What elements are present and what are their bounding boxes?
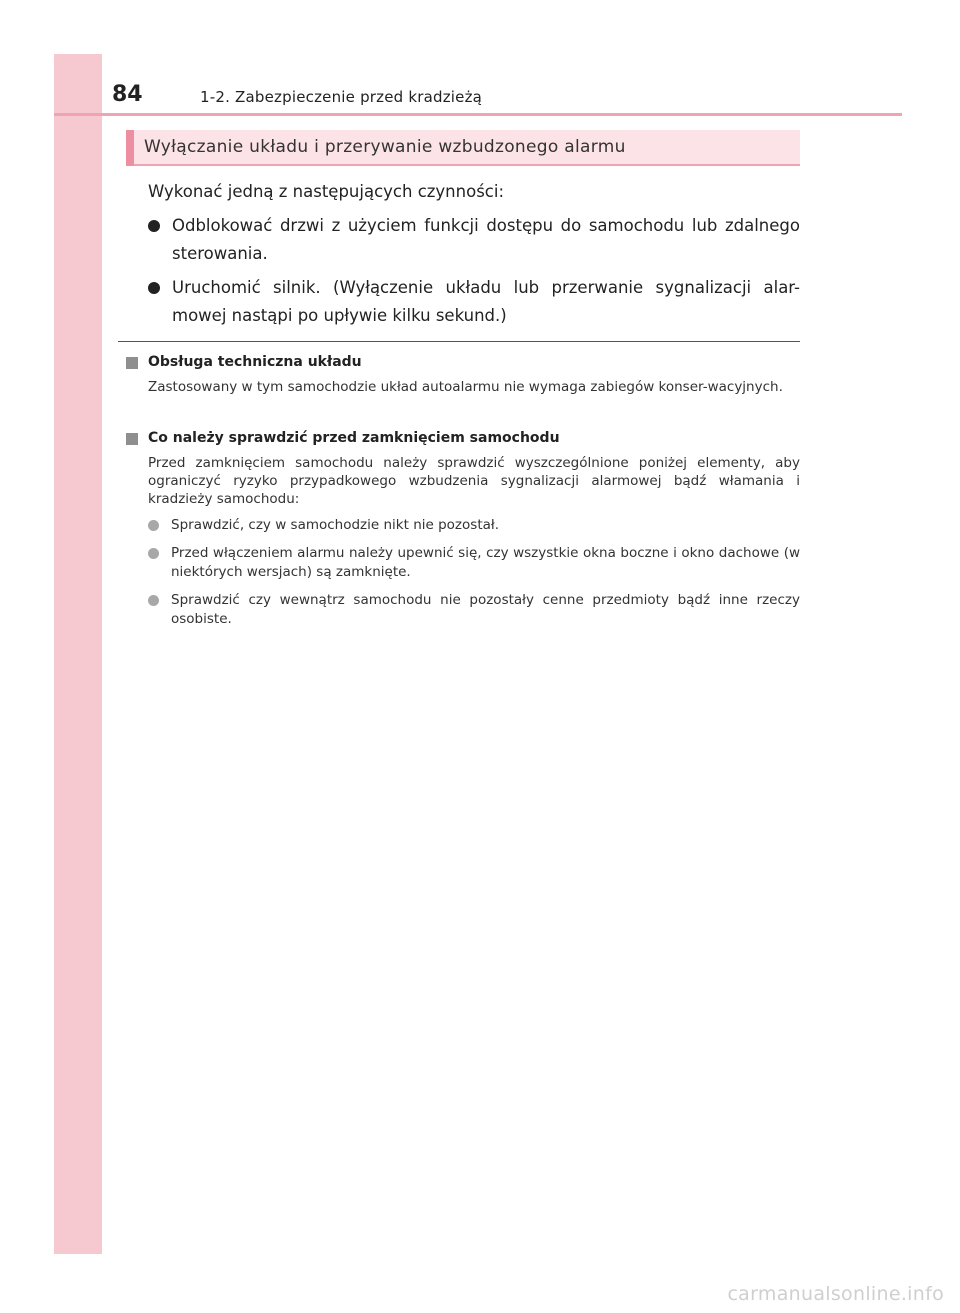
watermark: carmanualsonline.info: [727, 1283, 944, 1305]
heading-accent-bar: [126, 130, 134, 166]
intro-text: Wykonać jedną z następujących czynności:: [148, 182, 505, 201]
square-bullet-icon: [126, 357, 138, 369]
list-item-text: Przed włączeniem alarmu należy upewnić się, czy wszystkie okna boczne i okno dachowe (w niektórych wersjach) są zamknięte.: [171, 545, 800, 580]
list-item-text: Sprawdzić czy wewnątrz samochodu nie pozostały cenne przedmioty bądź inne rzeczy osobiste.: [171, 592, 800, 627]
list-item-text: Uruchomić silnik. (Wyłączenie układu lub przerwanie sygnalizacji alar-mowej nastąpi po upływie kilku sekund.): [172, 278, 800, 325]
list-item: [148, 516, 800, 535]
list-item: [148, 591, 800, 629]
square-bullet-icon: [126, 433, 138, 445]
bullet-icon: [148, 595, 159, 606]
note-heading: [126, 430, 800, 450]
section-title: 1-2. Zabezpieczenie przed kradzieżą: [200, 88, 483, 106]
main-steps-list: [148, 212, 800, 336]
note-title: Co należy sprawdzić przed zamknięciem samochodu: [148, 430, 560, 446]
side-color-bar: [54, 54, 102, 1254]
note-before-locking: [126, 430, 800, 638]
section-heading: [126, 130, 800, 166]
bullet-icon: [148, 520, 159, 531]
note-body: Zastosowany w tym samochodzie układ autoalarmu nie wymaga zabiegów konser-wacyjnych.: [148, 379, 783, 395]
section-divider: [118, 341, 800, 342]
bullet-icon: [148, 548, 159, 559]
list-item: [148, 212, 800, 268]
note-heading: [126, 354, 800, 374]
list-item: [148, 544, 800, 582]
header-rule: [54, 113, 902, 116]
note-maintenance: [126, 354, 800, 396]
page-number: 84: [112, 82, 143, 107]
list-item-text: Odblokować drzwi z użyciem funkcji dostępu do samochodu lub zdalnego sterowania.: [172, 216, 800, 263]
list-item: [148, 274, 800, 330]
bullet-icon: [148, 282, 160, 294]
note-body: Przed zamknięciem samochodu należy sprawdzić wyszczególnione poniżej elementy, aby ograniczyć ryzyko przypadkowego wzbudzenia sygnalizacji alarmowej bądź włamania i kradzieży samochodu:: [148, 455, 800, 507]
heading-text: Wyłączanie układu i przerywanie wzbudzonego alarmu: [144, 137, 626, 157]
checklist: [126, 516, 800, 629]
bullet-icon: [148, 220, 160, 232]
note-title: Obsługa techniczna układu: [148, 354, 362, 370]
list-item-text: Sprawdzić, czy w samochodzie nikt nie pozostał.: [171, 517, 500, 533]
